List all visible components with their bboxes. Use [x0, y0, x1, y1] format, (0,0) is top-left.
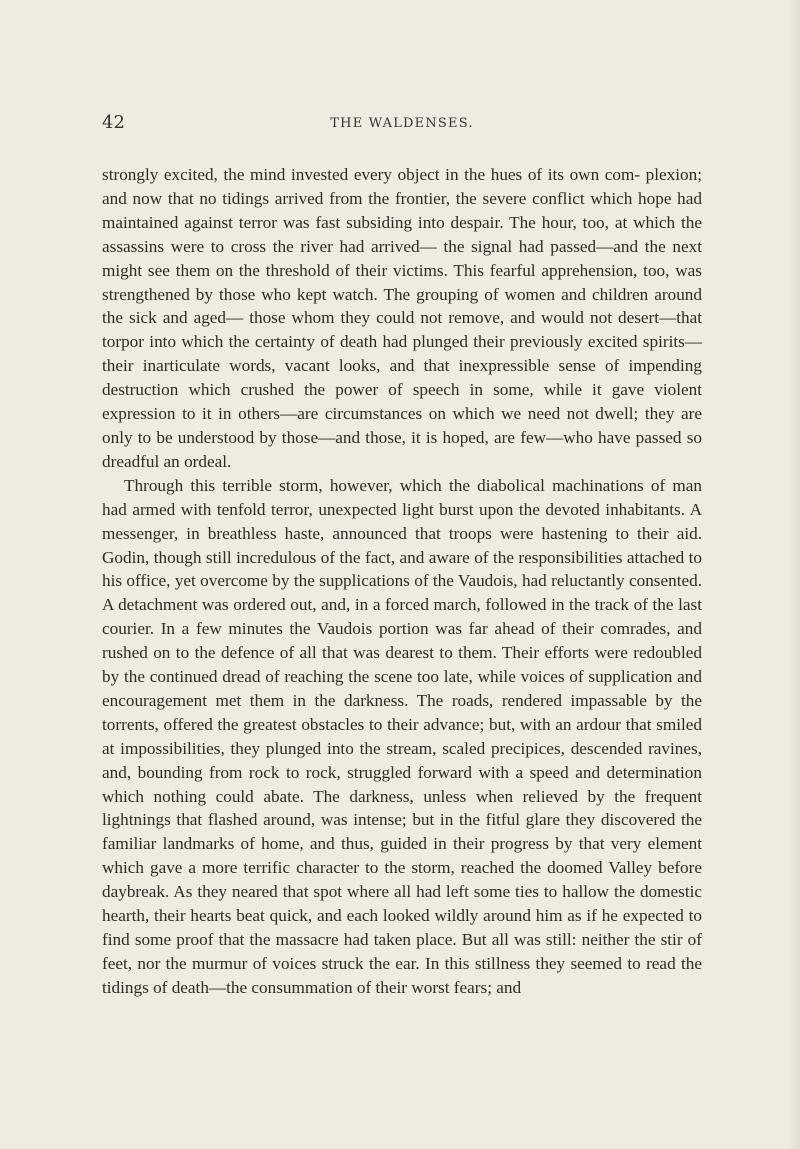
running-head	[102, 112, 702, 136]
page-number: 42	[102, 112, 125, 133]
paragraph-relief-troops: Through this terrible storm, however, which the diabolical machinations of man had armed with tenfold terror, unexpected light burst upon the devoted inhabitants. A messenger, in breathless haste, announced that troops were hastening to their aid. Godin, though still incredulous of the fact, and aware of the responsibilities attached to his office, yet overcome by the supplications of the Vaudois, had reluctantly consented. A detachment was ordered out, and, in a forced march, followed in the track of the last courier. In a few minutes the Vaudois portion was far ahead of their comrades, and rushed on to the defence of all that was dearest to them. Their efforts were redoubled by the continued dread of reaching the scene too late, while voices of supplication and encouragement met them in the darkness. The roads, rendered impassable by the torrents, offered the greatest obstacles to their advance; but, with an ardour that smiled at impossibilities, they plunged into the stream, scaled precipices, descended ravines, and, bounding from rock to rock, struggled forward with a speed and determination which nothing could abate. The darkness, unless when relieved by the frequent lightnings that flashed around, was intense; but in the fitful glare they discovered the familiar landmarks of home, and thus, guided in their progress by that very element which gave a more terrific character to the storm, reached the doomed Valley before daybreak. As they neared that spot where all had left some ties to hallow the domestic hearth, their hearts beat quick, and each looked wildly around him as if he expected to find some proof that the massacre had taken place. But all was still: neither the stir of feet, nor the murmur of voices struck the ear. In this stillness they seemed to read the tidings of death—the consummation of their worst fears; and	[102, 475, 702, 997]
page-edge-shadow	[786, 0, 800, 1149]
running-title: THE WALDENSES.	[330, 116, 474, 131]
body-text	[102, 163, 702, 1000]
paragraph-continuation: strongly excited, the mind invested every object in the hues of its own com- plexion; and now that no tidings arrived from the frontier, the severe conflict which hope had maintained against terror was fast subsiding into despair. The hour, too, at which the assassins were to cross the river had arrived— the signal had passed—and the next might see them on the threshold of their victims. This fearful apprehension, too, was strengthened by those who kept watch. The grouping of women and children around the sick and aged— those whom they could not remove, and would not desert—that torpor into which the certainty of death had plunged their previously excited spirits—their inarticulate words, vacant looks, and that inexpressible sense of impending destruction which crushed the power of speech in some, while it gave violent expression to it in others—are circumstances on which we need not dwell; they are only to be understood by those—and those, it is hoped, are few—who have passed so dreadful an ordeal.	[102, 165, 702, 471]
